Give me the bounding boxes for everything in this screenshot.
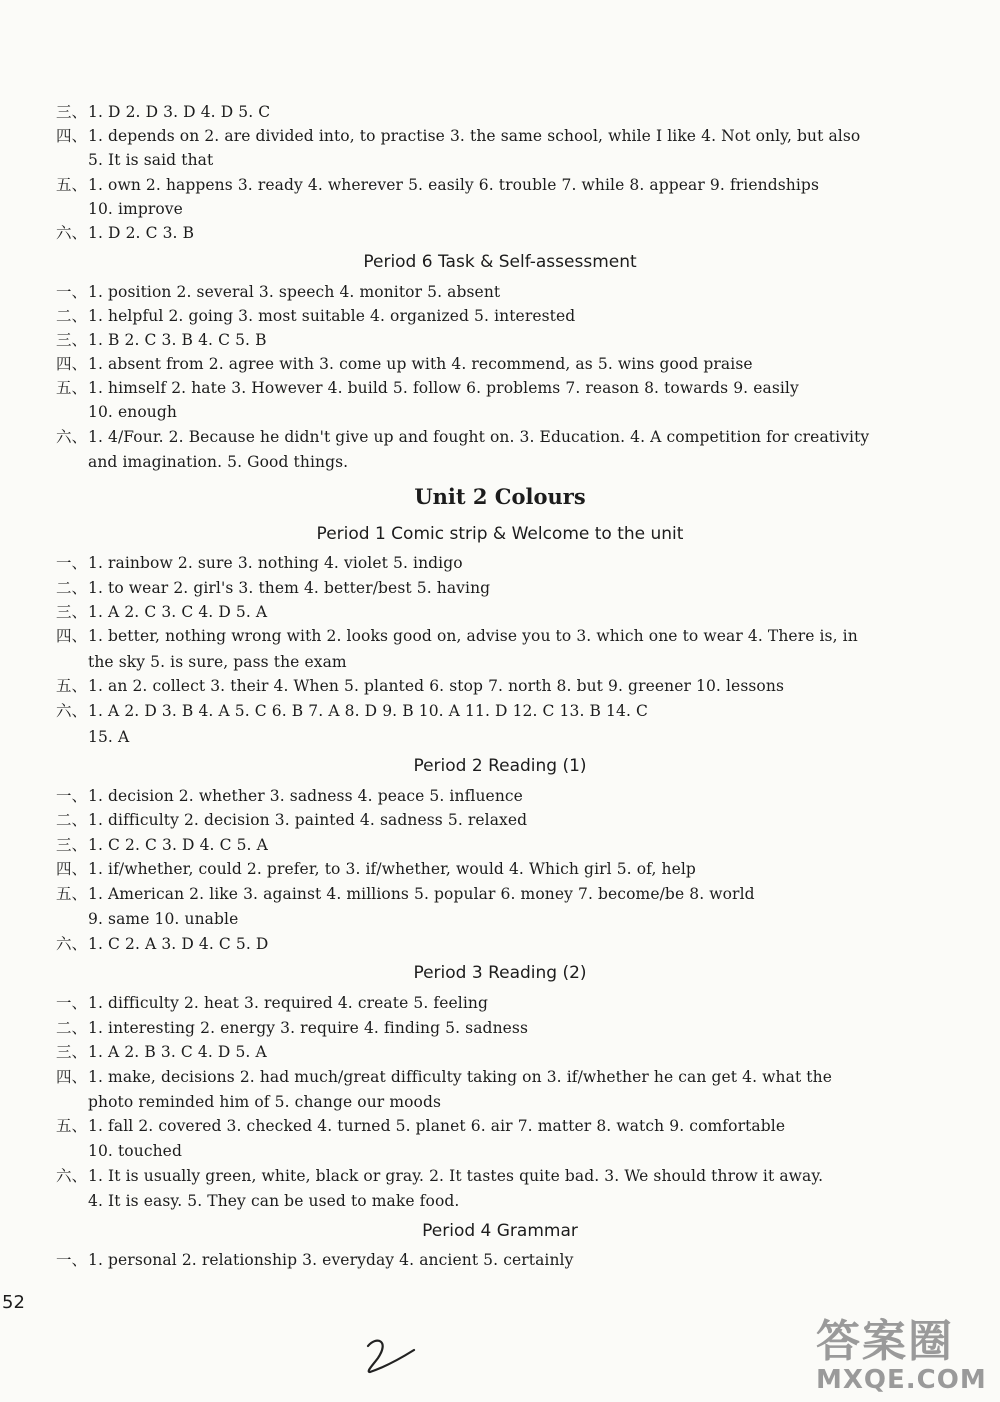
section-number: 一、 <box>56 994 88 1012</box>
answer-text: 10. enough <box>88 403 177 421</box>
section-number: 二、 <box>56 579 88 597</box>
answer-text: 1. difficulty 2. heat 3. required 4. create 5. feeling <box>88 994 488 1012</box>
section-number: 五、 <box>56 379 88 397</box>
answer-text: 1. difficulty 2. decision 3. painted 4. sadness 5. relaxed <box>88 811 528 829</box>
answer-text: 1. helpful 2. going 3. most suitable 4. organized 5. interested <box>88 307 576 325</box>
answer-text: 4. It is easy. 5. They can be used to make food. <box>88 1192 460 1210</box>
answer-text: 9. same 10. unable <box>88 910 239 928</box>
answer-row <box>56 577 490 599</box>
section-number: 一、 <box>56 283 88 301</box>
answer-row <box>88 451 348 473</box>
answer-text: 1. fall 2. covered 3. checked 4. turned 5. planet 6. air 7. matter 8. watch 9. comfortable <box>88 1117 786 1135</box>
period-heading: Period 1 Comic strip & Welcome to the unit <box>316 524 684 544</box>
section-number: 二、 <box>56 307 88 325</box>
handwritten-mark <box>360 1332 420 1376</box>
answer-row <box>56 1115 785 1137</box>
answer-text: 1. A 2. D 3. B 4. A 5. C 6. B 7. A 8. D 9. B 10. A 11. D 12. C 13. B 14. C <box>88 702 648 720</box>
answer-text: 10. improve <box>88 200 183 218</box>
answer-row <box>56 992 488 1014</box>
answer-row <box>56 785 523 807</box>
answer-text: 1. to wear 2. girl's 3. them 4. better/best 5. having <box>88 579 491 597</box>
section-number: 四、 <box>56 355 88 373</box>
answer-text: 1. A 2. B 3. C 4. D 5. A <box>88 1043 267 1061</box>
answer-row <box>56 675 784 697</box>
section-number: 六、 <box>56 935 88 953</box>
section-number: 四、 <box>56 127 88 145</box>
section-number: 一、 <box>56 554 88 572</box>
answer-text: 1. decision 2. whether 3. sadness 4. peace 5. influence <box>88 787 523 805</box>
unit-title: Unit 2 Colours <box>414 484 586 509</box>
page-number: 52 <box>2 1292 25 1313</box>
section-number: 六、 <box>56 224 88 242</box>
answer-row <box>56 625 858 647</box>
period-heading: Period 6 Task & Self-assessment <box>363 252 637 272</box>
answer-row <box>56 426 869 448</box>
section-number: 二、 <box>56 1019 88 1037</box>
answer-row <box>88 1140 182 1162</box>
answer-text: 1. an 2. collect 3. their 4. When 5. planted 6. stop 7. north 8. but 9. greener 10. lessons <box>88 677 784 695</box>
answer-text: 1. B 2. C 3. B 4. C 5. B <box>88 331 267 349</box>
period-heading: Period 3 Reading (2) <box>413 963 587 983</box>
section-number: 六、 <box>56 1167 88 1185</box>
watermark-logo: 答案圈 <box>816 1316 954 1367</box>
period-heading: Period 4 Grammar <box>422 1221 578 1241</box>
answer-text: 1. depends on 2. are divided into, to practise 3. the same school, while I like 4. Not only, but also <box>88 127 861 145</box>
answer-row <box>88 908 238 930</box>
answer-text: 1. rainbow 2. sure 3. nothing 4. violet 5. indigo <box>88 554 463 572</box>
answer-row <box>56 601 267 623</box>
answer-row <box>88 1091 441 1113</box>
answer-text: 1. make, decisions 2. had much/great difficulty taking on 3. if/whether he can get 4. what the <box>88 1068 832 1086</box>
answer-text: the sky 5. is sure, pass the exam <box>88 653 347 671</box>
section-number: 一、 <box>56 787 88 805</box>
answer-row <box>56 305 575 327</box>
answer-text: 5. It is said that <box>88 151 214 169</box>
answer-row <box>56 174 819 196</box>
watermark <box>816 1318 987 1394</box>
section-number: 四、 <box>56 627 88 645</box>
section-number: 三、 <box>56 331 88 349</box>
answer-text: 1. better, nothing wrong with 2. looks good on, advise you to 3. which one to wear 4. There is, in <box>88 627 858 645</box>
answer-text: 1. C 2. A 3. D 4. C 5. D <box>88 935 269 953</box>
answer-text: 1. position 2. several 3. speech 4. monitor 5. absent <box>88 283 501 301</box>
answer-row <box>88 401 177 423</box>
answer-text: 1. 4/Four. 2. Because he didn't give up and fought on. 3. Education. 4. A competition for creativity <box>88 428 870 446</box>
answer-text: 1. D 2. C 3. B <box>88 224 195 242</box>
answer-row <box>88 726 129 748</box>
section-number: 五、 <box>56 176 88 194</box>
section-number: 六、 <box>56 702 88 720</box>
section-number: 三、 <box>56 103 88 121</box>
answer-row <box>56 377 799 399</box>
section-number: 一、 <box>56 1251 88 1269</box>
answer-text: 1. C 2. C 3. D 4. C 5. A <box>88 836 268 854</box>
answer-text: 1. D 2. D 3. D 4. D 5. C <box>88 103 271 121</box>
section-number: 三、 <box>56 603 88 621</box>
answer-row <box>56 552 463 574</box>
answer-text: 1. himself 2. hate 3. However 4. build 5. follow 6. problems 7. reason 8. towards 9. easily <box>88 379 799 397</box>
answer-text: photo reminded him of 5. change our moods <box>88 1093 442 1111</box>
answer-row <box>56 933 268 955</box>
section-number: 五、 <box>56 1117 88 1135</box>
answer-text: 1. A 2. C 3. C 4. D 5. A <box>88 603 268 621</box>
answer-row <box>56 1017 528 1039</box>
period-heading: Period 2 Reading (1) <box>413 756 587 776</box>
answer-row <box>88 198 183 220</box>
answer-text: 1. if/whether, could 2. prefer, to 3. if/whether, would 4. Which girl 5. of, help <box>88 860 696 878</box>
section-number: 四、 <box>56 1068 88 1086</box>
answer-row <box>56 1165 823 1187</box>
answer-text: 10. touched <box>88 1142 182 1160</box>
answer-row <box>88 149 213 171</box>
section-number: 二、 <box>56 811 88 829</box>
answer-row <box>56 353 753 375</box>
answer-row <box>56 101 270 123</box>
answer-row <box>56 222 194 244</box>
answer-row <box>56 834 268 856</box>
answer-text: 1. absent from 2. agree with 3. come up with 4. recommend, as 5. wins good praise <box>88 355 753 373</box>
answer-row <box>56 809 527 831</box>
section-number: 三、 <box>56 836 88 854</box>
answer-row <box>56 858 696 880</box>
answer-row <box>88 651 347 673</box>
answer-row <box>56 1041 267 1063</box>
answer-row <box>88 1190 459 1212</box>
answer-row <box>56 281 500 303</box>
answer-row <box>56 329 267 351</box>
section-number: 三、 <box>56 1043 88 1061</box>
answer-text: 1. It is usually green, white, black or gray. 2. It tastes quite bad. 3. We should throw it away. <box>88 1167 824 1185</box>
answer-text: 1. interesting 2. energy 3. require 4. finding 5. sadness <box>88 1019 529 1037</box>
section-number: 六、 <box>56 428 88 446</box>
section-number: 五、 <box>56 677 88 695</box>
answer-row <box>56 125 860 147</box>
answer-row <box>56 883 755 905</box>
answer-text: 1. American 2. like 3. against 4. millions 5. popular 6. money 7. become/be 8. world <box>88 885 755 903</box>
answer-text: 1. own 2. happens 3. ready 4. wherever 5. easily 6. trouble 7. while 8. appear 9. friendships <box>88 176 820 194</box>
answer-text: 15. A <box>88 728 130 746</box>
answer-row <box>56 1249 573 1271</box>
answer-row <box>56 700 648 722</box>
answer-row <box>56 1066 832 1088</box>
answer-text: and imagination. 5. Good things. <box>88 453 349 471</box>
answer-text: 1. personal 2. relationship 3. everyday 4. ancient 5. certainly <box>88 1251 574 1269</box>
watermark-url: MXQE.COM <box>816 1365 987 1395</box>
section-number: 五、 <box>56 885 88 903</box>
section-number: 四、 <box>56 860 88 878</box>
